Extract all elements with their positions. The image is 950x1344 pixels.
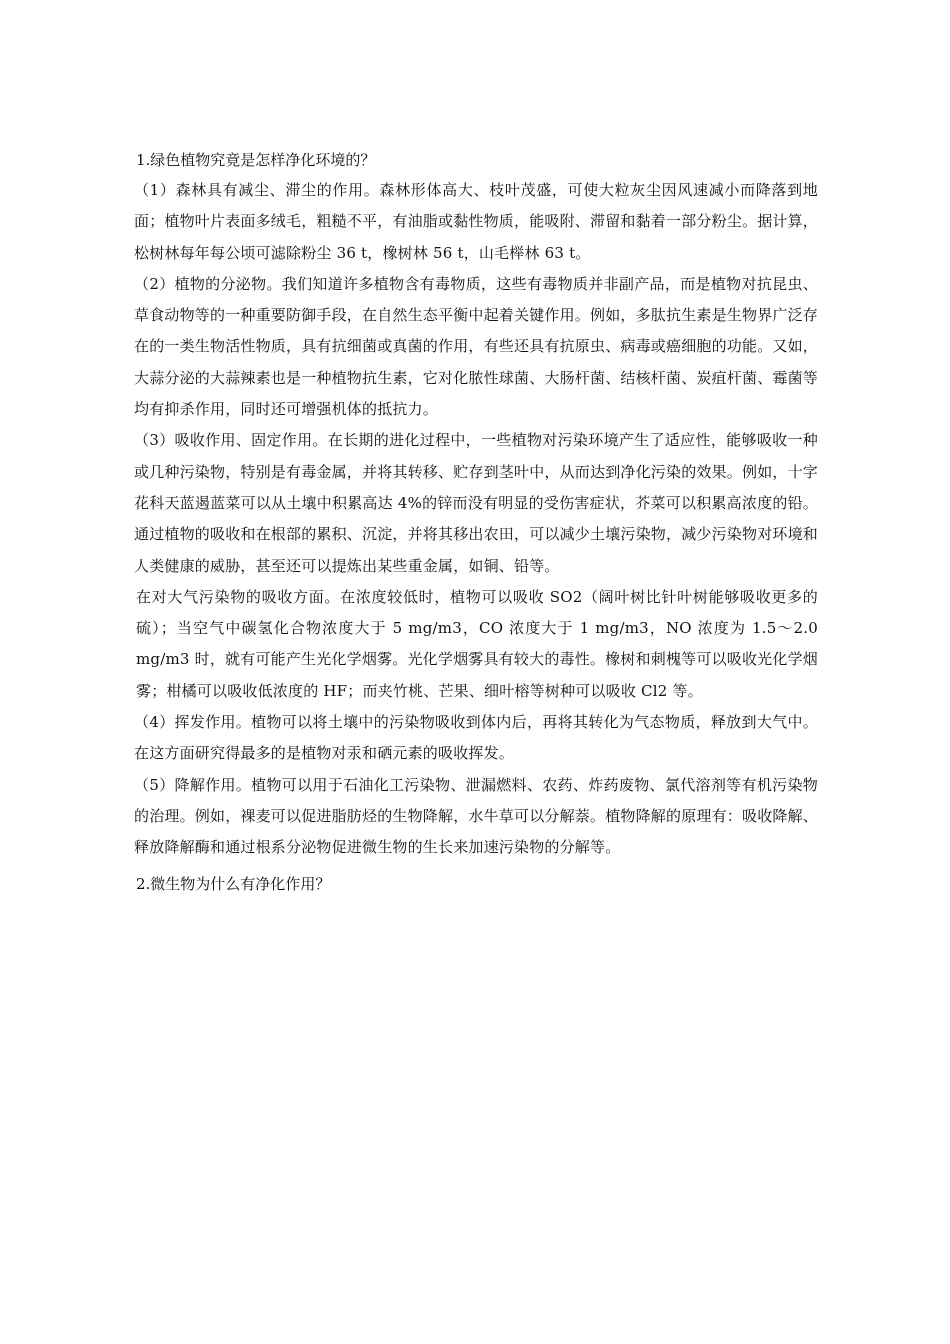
section-heading-1: 1.绿色植物究竟是怎样净化环境的？: [136, 151, 376, 169]
paragraph-degradation: （5）降解作用。植物可以用于石油化工污染物、泄漏燃料、农药、炸药废物、氯代溶剂等有机污染物的治理。例如，裸麦可以促进脂肪烃的生物降解，水牛草可以分解萘。植物降解的原理有：吸收降解、释放降解酶和通过根系分泌物促进微生物的生长来加速污染物的分解等。: [134, 775, 819, 857]
section-heading-2: 2.微生物为什么有净化作用？: [136, 874, 331, 893]
paragraph-absorption-fixation: （3）吸收作用、固定作用。在长期的进化过程中，一些植物对污染环境产生了适应性，能够吸收一种或几种污染物，特别是有毒金属，并将其转移、贮存到茎叶中，从而达到净化污染的效果。例如，十字花科天蓝遏蓝菜可以从土壤中积累高达 4%的锌而没有明显的受伤害症状，芥菜可以积累高浓度的铅。通过植物的吸收和在根部的累积、沉淀，并将其移出农田，可以减少土壤污染物，减少污染物对环境和人类健康的威胁，甚至还可以提炼出某些重金属，如铜、铅等。: [134, 431, 819, 575]
document-page: [136, 146, 818, 898]
paragraph-volatilization: （4）挥发作用。植物可以将土壤中的污染物吸收到体内后，再将其转化为气态物质，释放到大气中。在这方面研究得最多的是植物对汞和硒元素的吸收挥发。: [134, 713, 818, 763]
paragraph-plant-secretions: （2）植物的分泌物。我们知道许多植物含有毒物质，这些有毒物质并非副产品，而是植物对抗昆虫、草食动物等的一种重要防御手段，在自然生态平衡中起着关键作用。例如，多肽抗生素是生物界广泛存在的一类生物活性物质，具有抗细菌或真菌的作用，有些还具有抗原虫、病毒或癌细胞的功能。又如，大蒜分泌的大蒜辣素也是一种植物抗生素，它对化脓性球菌、大肠杆菌、结核杆菌、炭疽杆菌、霉菌等均有抑杀作用，同时还可增强机体的抵抗力。: [134, 274, 819, 419]
paragraph-forest-dust: （1）森林具有减尘、滞尘的作用。森林形体高大、枝叶茂盛，可使大粒灰尘因风速减小而降落到地面；植物叶片表面多绒毛，粗糙不平，有油脂或黏性物质，能吸附、滞留和黏着一部分粉尘。据计算，松树林每年每公顷可滤除粉尘 36 t，橡树林 56 t，山毛榉林 63 t。: [134, 181, 819, 262]
paragraph-air-pollutants: 在对大气污染物的吸收方面。在浓度较低时，植物可以吸收 SO2（阔叶树比针叶树能够吸收更多的硫）；当空气中碳氢化合物浓度大于 5 mg/m3，CO 浓度大于 1 mg/m3，NO 浓度为 1.5～2.0 mg/m3 时，就有可能产生光化学烟雾。光化学烟雾具有较大的毒性。橡树和刺槐等可以吸收光化学烟雾；柑橘可以吸收低浓度的 HF；而夹竹桃、芒果、细叶榕等树种可以吸收 Cl2 等。: [136, 587, 818, 700]
